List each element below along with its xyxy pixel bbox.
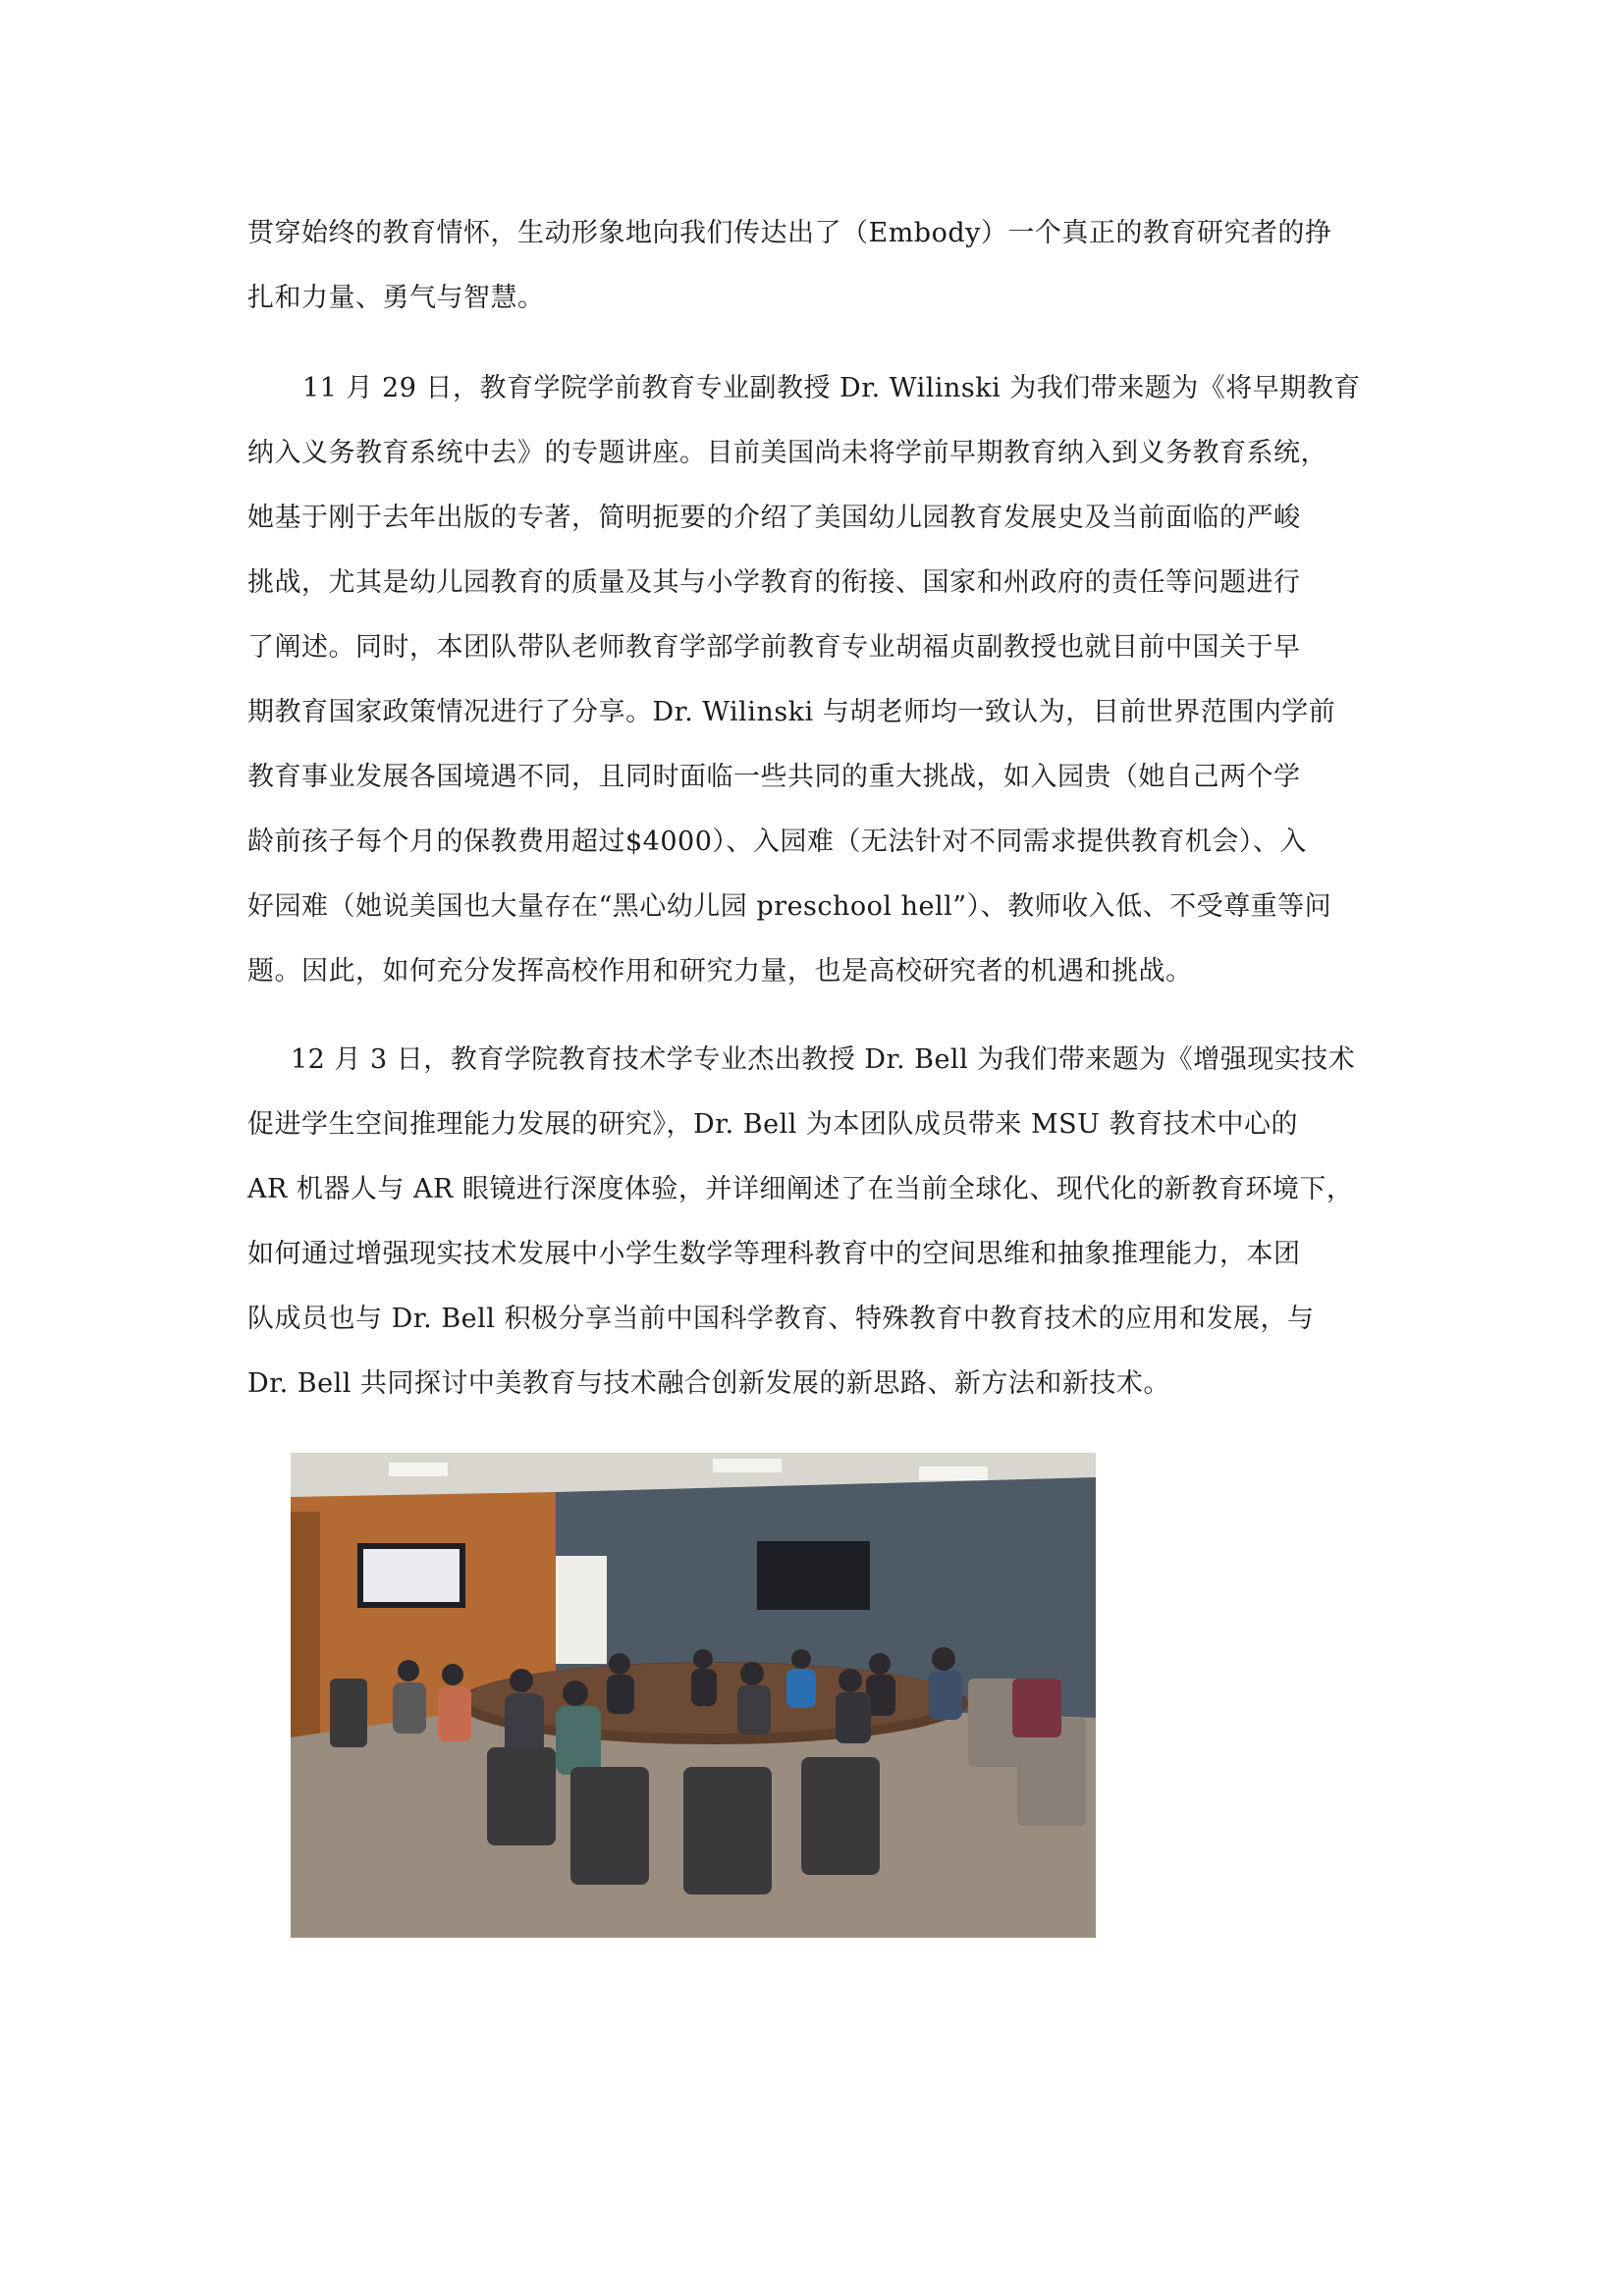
text-line: 队成员也与 Dr. Bell 积极分享当前中国科学教育、特殊教育中教育技术的应用和发展，与 <box>247 1304 1315 1334</box>
text-line: 促进学生空间推理能力发展的研究》，Dr. Bell 为本团队成员带来 MSU 教育技术中心的 <box>247 1109 1298 1140</box>
text-line: 题。因此，如何充分发挥高校作用和研究力量，也是高校研究者的机遇和挑战。 <box>247 956 1193 987</box>
text-line: Dr. Bell 共同探讨中美教育与技术融合创新发展的新思路、新方法和新技术。 <box>247 1368 1170 1399</box>
text-line: 好园难（她说美国也大量存在“黑心幼儿园 preschool hell”）、教师收入低、不受尊重等问 <box>247 891 1332 922</box>
paragraph-bell-lecture <box>247 1028 1386 1416</box>
text-line: 扎和力量、勇气与智慧。 <box>247 283 545 313</box>
text-line: 期教育国家政策情况进行了分享。Dr. Wilinski 与胡老师均一致认为，目前世界范围内学前 <box>247 697 1336 727</box>
text-line: 贯穿始终的教育情怀，生动形象地向我们传达出了（Embody）一个真正的教育研究者的挣 <box>247 218 1332 248</box>
photo-screen-right <box>757 1541 870 1610</box>
paragraph-wilinski-lecture <box>247 356 1386 1004</box>
text-line: 12 月 3 日，教育学院教育技术学专业杰出教授 Dr. Bell 为我们带来题为《增强现实技术 <box>291 1044 1356 1075</box>
text-line: 龄前孩子每个月的保教费用超过$4000）、入园难（无法针对不同需求提供教育机会）、入 <box>247 827 1307 857</box>
text-line: 了阐述。同时，本团队带队老师教育学部学前教育专业胡福贞副教授也就目前中国关于早 <box>247 632 1301 663</box>
text-line: 纳入义务教育系统中去》的专题讲座。目前美国尚未将学前早期教育纳入到义务教育系统， <box>247 438 1327 468</box>
text-line: 挑战，尤其是幼儿园教育的质量及其与小学教育的衔接、国家和州政府的责任等问题进行 <box>247 567 1301 598</box>
text-line: AR 机器人与 AR 眼镜进行深度体验，并详细阐述了在当前全球化、现代化的新教育环境下， <box>247 1174 1354 1204</box>
text-line: 教育事业发展各国境遇不同，且同时面临一些共同的重大挑战，如入园贵（她自己两个学 <box>247 762 1301 792</box>
meeting-room-photo <box>291 1453 1096 1938</box>
text-line: 她基于刚于去年出版的专著，简明扼要的介绍了美国幼儿园教育发展史及当前面临的严峻 <box>247 503 1301 533</box>
photo-whiteboard <box>556 1556 607 1664</box>
text-line: 11 月 29 日，教育学院学前教育专业副教授 Dr. Wilinski 为我们带来题为《将早期教育 <box>302 373 1361 403</box>
text-line: 如何通过增强现实技术发展中小学生数学等理科教育中的空间思维和抽象推理能力，本团 <box>247 1239 1301 1269</box>
paragraph-continuation <box>247 201 1386 331</box>
